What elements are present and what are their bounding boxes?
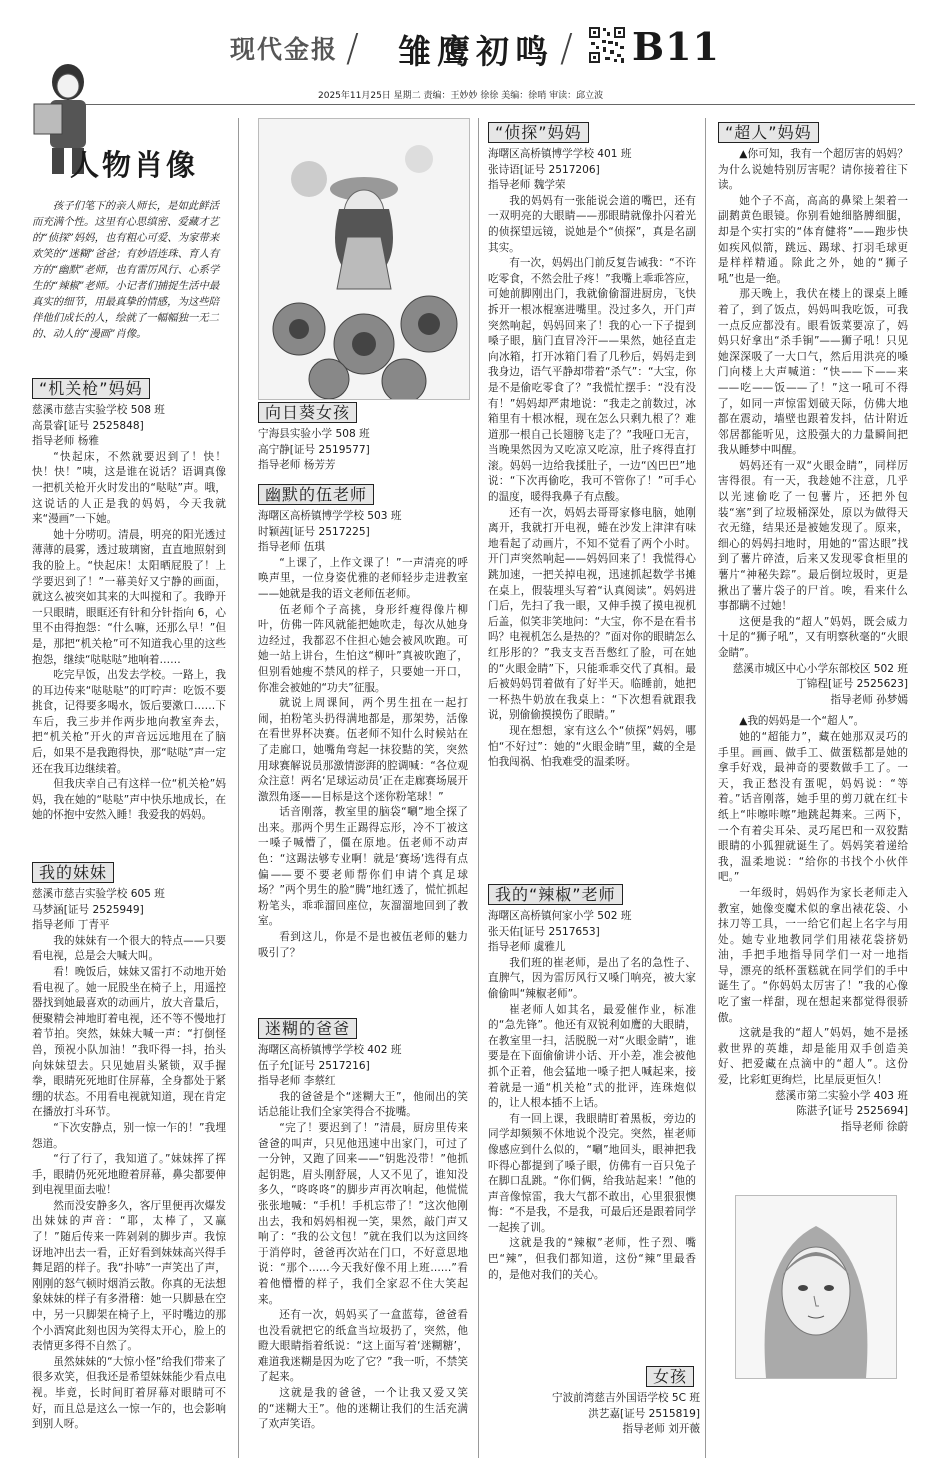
article-author: 张诗语[证号 2517206] <box>488 163 600 176</box>
article-sunflower-girl <box>258 402 468 474</box>
article-school: 慈溪市城区中心小学东部校区 502 班 <box>732 662 908 675</box>
article-paragraph: 我的妈妈有一张能说会道的嘴巴，还有一双明亮的大眼睛——那眼睛就像扑闪着光的侦探望远镜，说她是个“侦探”，真是名副其实。 <box>488 194 696 254</box>
article-paragraph: 崔老师人如其名，最爱催作业，标准的“急先锋”。他还有双锐利如鹰的大眼睛，在教室里一扫，活脱脱一对“火眼金睛”，谁要是在下面偷偷讲小话、开小差，准会被他抓个正着，他会猛地一嗓子把人喊起来，接着就是一通“机关枪”式的批评，连珠炮似的，让人根本插不上话。 <box>488 1003 696 1110</box>
article-paragraph: 然而没安静多久，客厅里便再次爆发出妹妹的声音：“耶，太棒了，又赢了！”随后传来一阵剁剁的脚步声。我惊讶地冲出去一看，正好看到妹妹高兴得手舞足蹈的样子。我“扑哧”一声笑出了声，刚刚的怒气顿时烟消云散。你真的无法想象妹妹的样子有多滑稽：她一只脚悬在空中，另一只脚架在椅子上，平时嘴边的那个小酒窝此刻也因为笑得太开心，脸上的表情更多得不自然了。 <box>32 1199 226 1353</box>
article-paragraph: 她个子不高，高高的鼻梁上架着一副鹅黄色眼镜。你别看她细胳膊细腿，却是个实打实的“体育健将”——跑步快如疾风似箭，跳远、踢球、打羽毛球更是样样精通。除此之外，她的“狮子吼”也是一绝。 <box>718 194 908 285</box>
article-paragraph: ▲你可知，我有一个超厉害的妈妈？为什么说她特别厉害呢？请你接着往下读。 <box>718 148 908 192</box>
article-paragraph: 还有一次，妈妈买了一盒蓝莓，爸爸看也没看就把它的纸盒当垃圾扔了，突然，他瞪大眼睛指着纸说：“这上面写着‘迷糊糖’，难道我迷糊是因为吃了它？”我一听，不禁笑了起来。 <box>258 1309 468 1384</box>
article-school: 慈溪市第二实验小学 403 班 <box>775 1089 908 1102</box>
article-girl <box>540 1366 700 1438</box>
article-my-sister <box>32 862 226 1433</box>
divider-slash: / <box>560 26 573 70</box>
article-paragraph: “快起床，不然就要迟到了！快！快！快！”咦，这是谁在说话？语调真像一把机关枪开火时发出的“哒哒”声。哦，这说话的人正是我的妈妈，今天我就来“漫画”一下她。 <box>32 450 226 526</box>
article-author: 时颖茜[证号 2517225] <box>258 525 370 538</box>
article-teacher: 指导老师 魏学荣 <box>488 179 566 192</box>
article-author: 丁锦程[证号 2525623] <box>796 678 908 691</box>
article-paragraph: “下次安静点，别一惊一乍的！”我埋怨道。 <box>32 1121 226 1150</box>
article-machine-gun-mom <box>32 378 226 824</box>
article-teacher: 指导老师 丁青平 <box>32 919 110 932</box>
article-paragraph: 那天晚上，我伏在楼上的课桌上睡着了，到了饭点，妈妈叫我吃饭，可我一点反应都没有。眼看饭菜要凉了，妈妈只好拿出“杀手锏”——狮子吼！只见她深深吸了一大口气，然后用洪亮的嗓门向楼上大声喊道：“快——下——来——吃——饭——了！”这一吼可不得了，如同一声惊雷划破天际，仿佛大地都在震动，墙壁也跟着发抖，估计附近邻居都能听见，这股强大的力量瞬间把我从睡梦中叫醒。 <box>718 288 908 457</box>
article-paragraph: 我们班的崔老师，是出了名的急性子、直脾气，因为雷厉风行又嗓门响亮，被大家偷偷叫“辣椒老师”。 <box>488 956 696 1000</box>
article-school: 海曙区高桥镇博学学校 402 班 <box>258 1044 402 1056</box>
article-teacher: 指导老师 杨雅 <box>32 435 99 448</box>
article-chili-teacher <box>488 884 696 1283</box>
article-paragraph: 但我庆幸自己有这样一位“机关枪”妈妈，我在她的“哒哒”声中快乐地成长，在她的怀抱中安然入睡！我爱我的妈妈。 <box>32 778 226 822</box>
article-school: 慈溪市慈吉实验学校 605 班 <box>32 888 165 900</box>
article-teacher: 指导老师 虞雅儿 <box>488 941 566 954</box>
article-title: 女孩 <box>646 1366 694 1387</box>
article-teacher: 指导老师 刘开薇 <box>622 1423 700 1436</box>
article-paragraph: 吃完早饭，出发去学校。一路上，我的耳边传来“哒哒哒”的叮咛声：吃饭不要挑食，记得要多喝水，饭后要漱口……下车后，我三步并作两步地向教室奔去，把“机关枪”开火的声音远远地甩在了脑后，如果不是我跑得快，那“哒哒”声一定还在我耳边继续着。 <box>32 669 226 775</box>
article-author: 高宁静[证号 2519577] <box>258 443 370 456</box>
article-author: 马梦涵[证号 2525949] <box>32 903 144 916</box>
article-paragraph: 看到这儿，你是不是也被伍老师的魅力吸引了？ <box>258 931 468 959</box>
dateline: 2025年11月25日 星期二 责编：王妙妙 徐徐 美编：徐哨 审读：邱立波 <box>318 91 604 101</box>
article-paragraph: “上课了，上作文课了！”一声清亮的呼唤声里，一位身姿优雅的老师轻步走进教室——她就是我的语文老师伍老师。 <box>258 556 468 600</box>
article-superman-mom <box>718 122 908 1135</box>
article-paragraph: ▲我的妈妈是一个“超人”。 <box>739 715 865 728</box>
article-paragraph: 我的爸爸是个“迷糊大王”，他闹出的笑话总能让我们全家笑得合不拢嘴。 <box>258 1090 468 1119</box>
page-number: B11 <box>632 24 720 69</box>
article-school: 海曙区高桥镇何家小学 502 班 <box>488 910 632 922</box>
column-divider <box>238 118 239 1458</box>
article-school: 慈溪市慈吉实验学校 508 班 <box>32 404 165 416</box>
article-paragraph: 有一回上课，我眼睛盯着黑板，旁边的同学却频频不休地说个没完。突然，崔老师像感应到什么似的，“唰”地回头，眼神把我吓得心都提到了嗓子眼，仿佛有一百只兔子在脚口乱跳。“你们俩，给我站起来！”他的声音像惊雷，我大气都不敢出，心里狠狠懊悔：“不是我，不是我，可最后还是跟着同学一起挨了训。 <box>488 1112 696 1234</box>
article-title: 我的妹妹 <box>32 862 114 883</box>
article-paragraph: 伍老师个子高挑，身形纤瘦得像片柳叶，仿佛一阵风就能把她吹走，每次从她身边经过，我都忍不住担心她会被风吹跑。可她一站上讲台，生怕这“柳叶”真被吹跑了，但别看她瘦不禁风的样子，只要她一开口，你准会被她的“功夫”征服。 <box>258 603 468 694</box>
article-school: 宁波前湾慈吉外国语学校 5C 班 <box>552 1392 700 1404</box>
article-title: 我的“辣椒”老师 <box>488 884 623 905</box>
article-author: 高景睿[证号 2525848] <box>32 419 144 432</box>
article-title: 向日葵女孩 <box>258 402 357 423</box>
intro-heading: 人物肖像 <box>70 148 199 182</box>
article-title: “超人”妈妈 <box>718 122 819 143</box>
article-paragraph: “完了！要迟到了！”清晨，厨房里传来爸爸的叫声，只见他迅速中出家门，可过了一分钟，又跑了回来——“钥匙没带！”他抓起钥匙，眉头刚舒展，人又不见了，谁知没多久，“咚咚咚”的脚步声再次响起，他慌慌张张地喊：“手机！手机忘带了！”这次他刚出去，我和妈妈相视一笑，果然，敲门声又响了：“我的公文包！”就在我们以为这回终于消停时，爸爸再次站在门口，不好意思地说：“那个……今天我好像不用上班……”看着他懵懵的样子，我们全家忍不住大笑起来。 <box>258 1121 468 1306</box>
article-school: 海曙区高桥镇博学学校 401 班 <box>488 148 632 160</box>
article-paragraph: 她的“超能力”，藏在她那双灵巧的手里。画画、做手工、做蛋糕都是她的拿手好戏，最神奇的要数做手工了。一天，我正愁没有蛋呢，妈妈说：“等着。”话音刚落，她手里的剪刀就在红卡纸上“咔嚓咔嚓”地跳起舞来。三两下，一个有着尖耳朵、灵巧尾巴和一双狡黠眼睛的小狐狸就诞生了。妈妈笑着递给我，温柔地说：“给你的书找个小伙伴吧。” <box>718 730 908 884</box>
article-teacher: 指导老师 孙梦嫣 <box>830 693 908 706</box>
intro-text <box>32 198 226 342</box>
article-humorous-teacher <box>258 484 468 961</box>
article-paragraph: 话音刚落，教室里的脑袋“唰”地全探了出来。那两个男生正踢得忘形，冷不丁被这一嗓子喊懵了，僵在原地。伍老师不动声色：“这踢法够专业啊！就是‘赛场’选得有点偏——要不要老师帮你们申请个真足球场？”两个男生的脸“腾”地红透了，慌忙抓起粉笔头，乖乖溜回座位，灰溜溜地回到了教室。 <box>258 806 468 928</box>
article-author: 洪艺嘉[证号 2515819] <box>588 1407 700 1420</box>
article-muddled-dad <box>258 1018 468 1433</box>
article-author: 张天佑[证号 2517653] <box>488 925 600 938</box>
girl-portrait-drawing <box>735 1195 897 1379</box>
article-author: 伍子允[证号 2517216] <box>258 1059 370 1072</box>
article-paragraph: 一年级时，妈妈作为家长老师走入教室，她像变魔术似的拿出裱花袋、小抹刀等工具，一一给它们起上名字与用处。她专业地教同学们用裱花袋挤奶油，手把手地指导同学们一对一地指导，漂亮的纸杯蛋糕就在同学们的手中诞生了。“你妈妈太厉害了！”我的心像吃了蜜一样甜，现在想起来都觉得很骄傲。 <box>718 886 908 1024</box>
article-title: 幽默的伍老师 <box>258 484 374 505</box>
article-paragraph: 妈妈还有一双“火眼金睛”，同样厉害得很。有一天，我趁她不注意，几乎以光速偷吃了一包薯片，还把外包装“塞”到了垃圾桶深处，原以为做得天衣无缝，结果还是被她发现了。原来，细心的妈妈扫地时，用她的“雷达眼”找到了薯片碎渣，后来又发现零食柜里的薯片“神秘失踪”。最后倒垃圾时，更是揪出了薯片袋子的尸首。唉，看来什么事都瞒不过她！ <box>718 459 908 613</box>
article-paragraph: 我的妹妹有一个很大的特点——只要看电视，总是会大喊大叫。 <box>32 934 226 963</box>
qr-code-icon[interactable] <box>588 26 626 64</box>
article-paragraph: 看！晚饭后，妹妹又雷打不动地开始看电视了。她一屁股坐在椅子上，用遥控器找到她最喜欢的动画片，放大音量后，便聚精会神地盯着电视，还不等不慢地打着节拍。突然，妹妹大喊一声：“打倒怪兽，预祝小队加油！”我吓得一抖，抬头向妹妹望去。只见她眉头紧锁，双手握拳，眼睛死死地盯住屏幕，全身都处于紧绷的状态。不用看电视就知道，现在肯定在播放打斗环节。 <box>32 965 226 1119</box>
article-paragraph: 这就是我的“辣椒”老师，性子烈、嘴巴“辣”，但我们都知道，这份“辣”里最香的，是他对我们的关心。 <box>488 1237 696 1281</box>
article-title: “机关枪”妈妈 <box>32 378 150 399</box>
article-detective-mom <box>488 122 696 771</box>
article-school: 海曙区高桥镇博学学校 503 班 <box>258 510 402 522</box>
section-title: 雏鹰初鸣 <box>398 32 554 71</box>
article-paragraph: 虽然妹妹的“大惊小怪”给我们带来了很多欢笑，但我还是希望妹妹能少看点电视。毕竟，长时间盯着屏幕对眼睛可不好，而且总是这么一惊一乍的，也会影响到别人呀。 <box>32 1355 226 1431</box>
article-title: “侦探”妈妈 <box>488 122 589 143</box>
article-paragraph: 就说上周课间，两个男生扭在一起打闹，拍粉笔头扔得满地都是，那架势，活像在看世界杯决赛。伍老师不知什么时候站在了走廊口，她嘴角弯起一抹狡黠的笑，突然用球赛解说员那激情澎湃的腔调喊：“各位观众注意！两名‘足球运动员’正在走廊赛场展开激烈角逐——目标是这个迷你粉笔球！” <box>258 697 468 803</box>
article-teacher: 指导老师 伍琪 <box>258 541 325 554</box>
article-paragraph: “行了行了，我知道了。”妹妹挥了挥手，眼睛仍死死地瞪着屏幕，鼻尖都要伸到电视里面去啦！ <box>32 1153 226 1197</box>
article-title: 迷糊的爸爸 <box>258 1018 357 1039</box>
article-paragraph: 现在想想，家有这么个“侦探”妈妈，哪怕“不好过”：她的“火眼金睛”里，藏的全是怕我闯祸、怕我难受的温柔呀。 <box>488 724 696 769</box>
article-teacher: 指导老师 李蔡红 <box>258 1075 336 1088</box>
header-rule <box>60 104 915 105</box>
column-divider <box>705 118 706 1458</box>
article-paragraph: 她十分唠叨。清晨，明亮的阳光透过薄薄的晨雾，透过玻璃窗，直直地照射到我的脸上。“快起床！太阳晒屁股了！上学要迟到了！”一幕美好又宁静的画面，就这么被突如其来的大叫搅和了。我睁开一只眼睛，眼眶还有针和分针指向 6，心里不由得抱怨：“什么嘛，还那么早！”但是，那把“机关枪”可不知道我心里的这些抱怨，继续“哒哒哒”地响着…… <box>32 528 226 666</box>
newspaper-name: 现代金报 <box>230 35 339 64</box>
column-divider <box>478 118 479 1458</box>
sunflower-girl-drawing <box>258 118 470 400</box>
divider-slash: / <box>346 26 359 70</box>
article-teacher: 指导老师 徐蔚 <box>841 1120 908 1133</box>
article-paragraph: 有一次，妈妈出门前反复告诫我：“不许吃零食，不然会肚子疼！”我嘴上乖乖答应，可她前脚刚出门，我就偷偷溜进厨房，飞快拆开一根冰棍塞进嘴里。没过多久，开门声突然响起，妈妈回来了！我的心一下子提到嗓子眼，脑门直冒冷汗——果然，她径直走向冰箱，打开冰箱门看了几秒后，妈妈走到我身边，语气平静却带着“杀气”：“大宝，你是不是偷吃零食了？”我慌忙摆手：“没有没有！”妈妈却严肃地说：“我走之前数过，冰箱里有十根冰棍，现在怎么只剩九根了？难道那一根自己长翅膀飞走了？”我哑口无言，当晚果然因为又吃凉又吃凉，肚子疼得直打滚。妈妈一边给我揉肚子，一边“凶巴巴”地说：“下次再偷吃，我可不管你了！”可手心的温度，暖得我鼻子有点酸。 <box>488 257 696 504</box>
article-author: 陈湛予[证号 2525694] <box>796 1105 908 1118</box>
article-paragraph: 这就是我的爸爸，一个让我又爱又笑的“迷糊大王”。他的迷糊让我们的生活充满了欢声笑语。 <box>258 1387 468 1431</box>
intro-paragraph: 孩子们笔下的亲人师长，是如此鲜活而充满个性。这里有心思缜密、爱藏才艺的“侦探”妈妈，也有粗心可爱、为家带来欢笑的“迷糊”爸爸；有妙语连珠、育人有方的“幽默”老师，也有雷厉风行、心系学生的“辣椒”老师。小记者们捕捉生活中最真实的细节，用最真挚的情感，为这些陪伴他们成长的人，绘就了一幅幅独一无二的、动人的“漫画”肖像。 <box>32 200 220 340</box>
article-school: 宁海县实验小学 508 班 <box>258 428 370 440</box>
article-teacher: 指导老师 杨芳芳 <box>258 459 336 472</box>
article-paragraph: 还有一次，妈妈去哥哥家修电脑，她刚离开，我就打开电视，蜷在沙发上津津有味地看起了动画片，不知不觉看了两个小时。开门声突然响起——妈妈回来了！我慌得心跳加速，一把关掉电视，迅速抓起数学书摊在桌上，假装埋头写着“认真阅读”。妈妈进门后，先扫了我一眼，又伸手摸了摸电视机后盖，似笑非笑地问：“大宝，你不是在看书吗？电视机怎么是热的？”面对你的眼睛怎么红彤彤的？”我支支吾吾憋红了脸，可在她的“火眼金睛”下，只能乖乖交代了真相。最后被妈妈罚着做有了好半天。临睡前，她把一杯热牛奶放在我桌上：“下次想看就跟我说，别偷偷摸摸伤了眼睛。” <box>488 506 696 722</box>
article-paragraph: 这就是我的“超人”妈妈，她不是拯救世界的英雄，却是能用双手创造美好、把爱藏在点滴中的“超人”。这份爱，比彩虹更绚烂，比星辰更恒久！ <box>718 1027 908 1087</box>
article-paragraph: 这便是我的“超人”妈妈，既会威力十足的“狮子吼”，又有明察秋毫的“火眼金睛”。 <box>718 615 908 659</box>
